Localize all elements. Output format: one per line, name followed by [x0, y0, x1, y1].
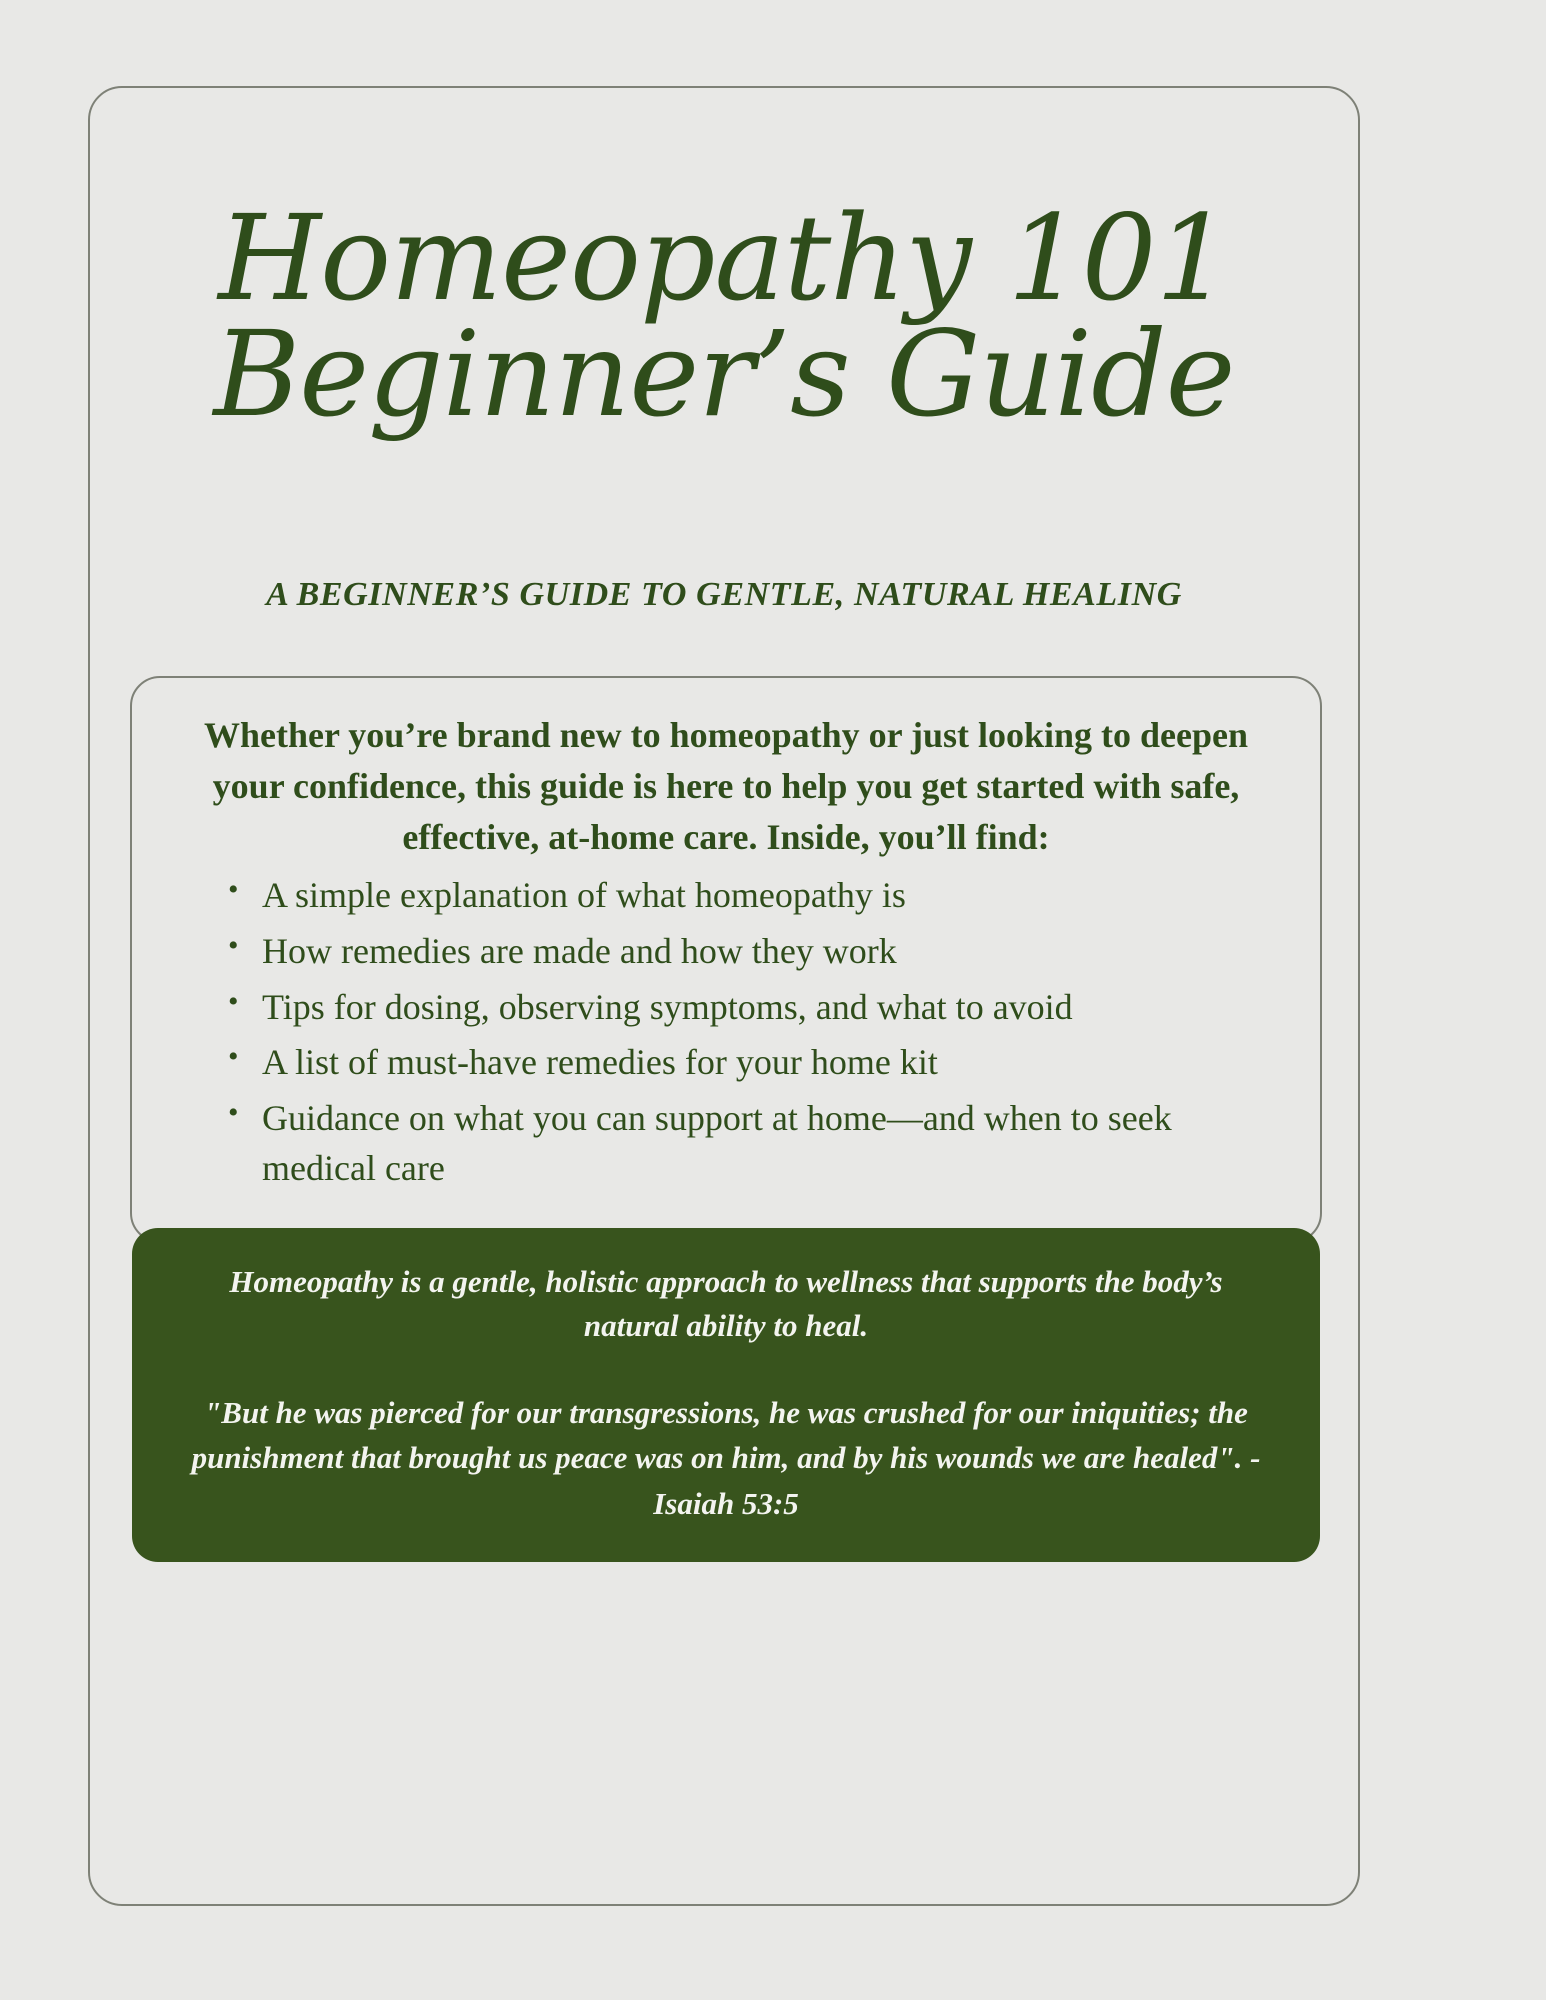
intro-list	[176, 871, 1276, 1193]
callout-card	[132, 1228, 1320, 1562]
callout-quote: Homeopathy is a gentle, holistic approach to wellness that supports the body’s natural ability to heal.	[229, 1264, 1223, 1344]
intro-lead-text: Whether you’re brand new to homeopathy or just looking to deepen your confidence, this guide is here to help you get started with safe, effective, at-home care. Inside, you’ll find:	[203, 715, 1249, 858]
page-subtitle: A BEGINNER’S GUIDE TO GENTLE, NATURAL HEALING	[266, 576, 1182, 613]
callout-spacer	[188, 1348, 1264, 1390]
title-line-primary: Homeopathy 101	[218, 189, 1230, 327]
list-item: • How remedies are made and how they work	[228, 927, 1276, 977]
list-item: • A simple explanation of what homeopathy is	[228, 871, 1276, 921]
list-item: • A list of must-have remedies for your home kit	[228, 1038, 1276, 1088]
document-page	[88, 86, 1360, 1906]
list-item: • Tips for dosing, observing symptoms, and what to avoid	[228, 983, 1276, 1033]
list-item: • Guidance on what you can support at home—and when to seek medical care	[228, 1094, 1276, 1193]
intro-card	[130, 676, 1322, 1243]
page-title	[90, 189, 1358, 444]
callout-scripture: "But he was pierced for our transgressions, he was crushed for our iniquities; the punishment that brought us peace was on him, and by his wounds we are healed". - Isaiah 53:5	[191, 1395, 1261, 1521]
title-line-secondary: Beginner’s Guide	[213, 305, 1235, 444]
